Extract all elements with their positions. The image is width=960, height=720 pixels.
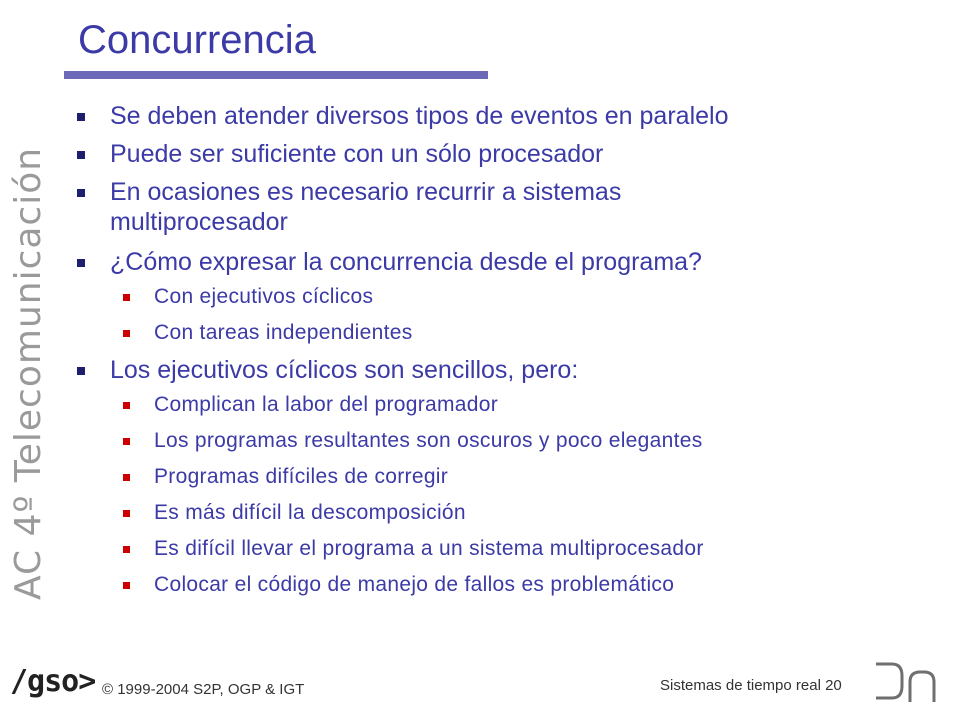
bullet-item [75,101,925,131]
bullet-square-icon [77,151,85,159]
sn-logo-icon [872,656,944,708]
sub-bullet-text: Programas difíciles de corregir [154,465,449,488]
copyright-text: © 1999-2004 S2P, OGP & IGT [102,681,305,698]
gso-logo: /gso> [10,664,96,699]
sub-bullet-item [75,536,925,562]
bullet-square-icon [77,367,85,375]
sub-bullet-item [75,320,925,346]
slide-title: Concurrencia [78,18,316,62]
bullet-item [75,247,925,277]
bullet-square-icon [123,546,130,553]
sub-bullet-text: Los programas resultantes son oscuros y poco elegantes [154,429,703,452]
sub-bullet-item [75,428,925,454]
bullet-item [75,139,925,169]
sub-bullet-item [75,284,925,310]
bullet-text: Se deben atender diversos tipos de eventos en paralelo [110,102,729,130]
bullet-square-icon [77,189,85,197]
sub-bullet-item [75,464,925,490]
bullet-item [75,355,925,385]
bullet-text: ¿Cómo expresar la concurrencia desde el programa? [110,248,702,276]
title-underline [64,71,488,79]
bullet-item [75,177,925,237]
footer-title-page: Sistemas de tiempo real 20 [660,677,842,694]
bullet-list [75,101,925,598]
sub-bullet-item [75,500,925,526]
sub-bullet-text: Es difícil llevar el programa a un sistema multiprocesador [154,537,704,560]
bullet-text: Los ejecutivos cíclicos son sencillos, pero: [110,356,579,384]
sub-bullet-text: Con tareas independientes [154,321,413,344]
sub-bullet-item [75,392,925,418]
bullet-text: Puede ser suficiente con un sólo procesador [110,140,604,168]
sub-bullet-text: Es más difícil la descomposición [154,501,466,524]
bullet-square-icon [123,510,130,517]
bullet-square-icon [123,582,130,589]
sub-bullet-item [75,572,925,598]
bullet-square-icon [77,259,85,267]
sub-bullet-text: Con ejecutivos cíclicos [154,285,374,308]
bullet-square-icon [77,113,85,121]
bullet-square-icon [123,294,130,301]
sub-bullet-text: Complican la labor del programador [154,393,499,416]
sub-bullet-text: Colocar el código de manejo de fallos es problemático [154,573,675,596]
bullet-square-icon [123,330,130,337]
bullet-text: En ocasiones es necesario recurrir a sistemas multiprocesador [110,178,622,236]
side-course-label: AC 4º Telecomunicación [8,146,49,600]
bullet-square-icon [123,402,130,409]
bullet-square-icon [123,474,130,481]
bullet-square-icon [123,438,130,445]
